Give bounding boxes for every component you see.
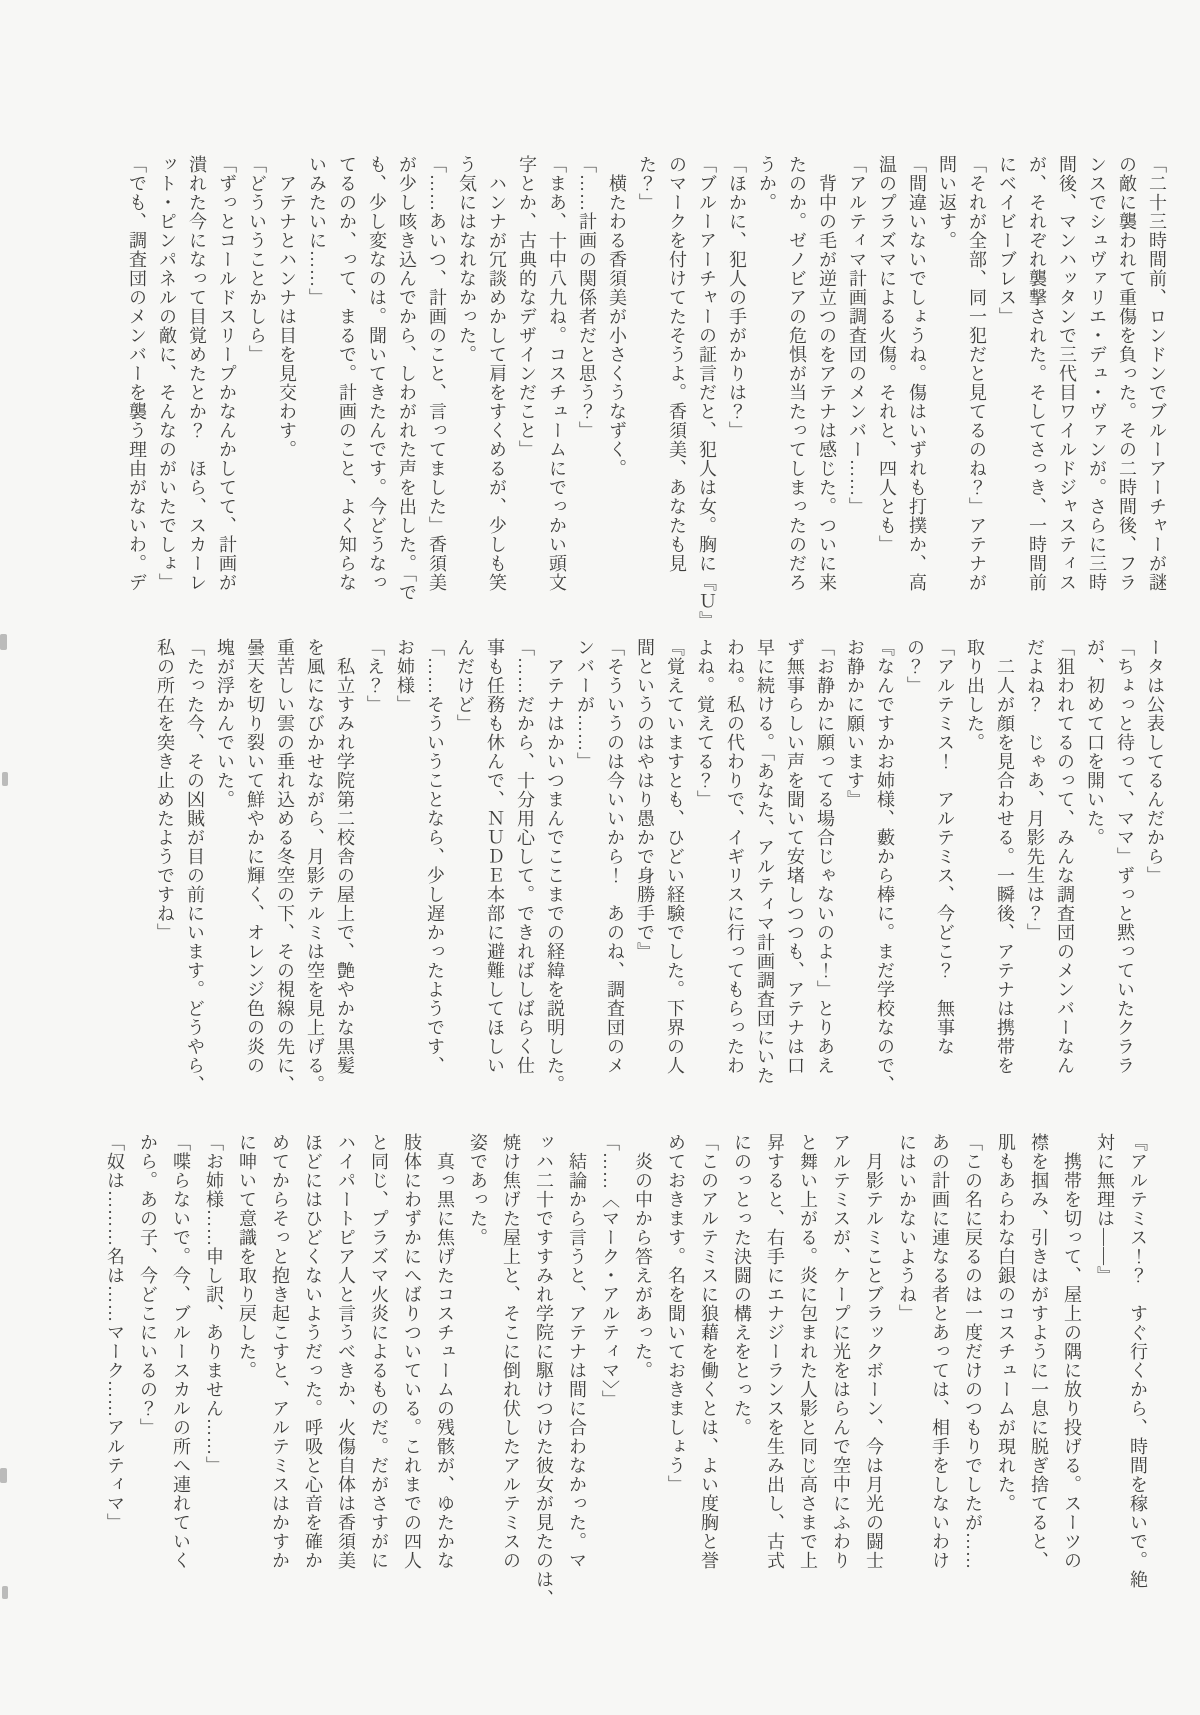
text-column: 「ちょっと待って、ママ」ずっと黙っていたクララ — [1115, 638, 1135, 1075]
text-column: にベイビーブレス」 — [997, 155, 1017, 326]
text-column: 真っ黒に焦げたコスチュームの残骸が、ゆたかな — [435, 1133, 455, 1570]
text-column: の？」 — [905, 638, 925, 695]
scan-artifact — [0, 634, 7, 650]
text-column: 焼け焦げた屋上と、そこに倒れ伏したアルテミスの — [501, 1133, 521, 1570]
text-column: のマークを付けてたそうよ。香須美、あなたも見 — [667, 155, 687, 573]
text-column: 「でも、調査団のメンバーを襲う理由がないわ。デ — [127, 155, 147, 592]
text-column: を風になびかせながら、月影テルミは空を見上げる。 — [305, 638, 325, 1094]
text-column: から。あの子、今どこにいるの？」 — [138, 1133, 158, 1437]
text-column: 「アルティマ計画調査団のメンバー……」 — [847, 155, 867, 516]
text-column: 対に無理は――』 — [1095, 1133, 1115, 1285]
text-column: 『覚えていますとも、ひどい経験でした。下界の人 — [665, 638, 685, 1075]
text-column: 肌もあらわな白銀のコスチュームが現れた。 — [996, 1133, 1016, 1513]
text-column: 『アルテミス！？ すぐ行くから、時間を稼いで。絶 — [1128, 1133, 1148, 1589]
text-column: アルテミスが、ケープに光をはらんで空中にふわり — [831, 1133, 851, 1570]
text-column: 重苦しい雲の垂れ込める冬空の下、その視線の先に、 — [275, 638, 295, 1094]
text-column: 「狙われてるのって、みんな調査団のメンバーなん — [1055, 638, 1075, 1075]
text-column: めてからそっと抱き起こすと、アルテミスはかすか — [270, 1133, 290, 1570]
text-column: 「お姉様……申し訳、ありません……」 — [204, 1133, 224, 1475]
text-column: の敵に襲われて重傷を負った。その二時間後、フラ — [1117, 155, 1137, 592]
text-column: 「お静かに願ってる場合じゃないのよ！」とりあえ — [815, 638, 835, 1075]
text-column: 「それが全部、同一犯だと見てるのね？」アテナが — [967, 155, 987, 592]
text-column: 「……〈マーク・アルティマ〉」 — [600, 1133, 620, 1409]
text-column: 間というのはやはり愚かで身勝手で』 — [635, 638, 655, 961]
text-column: 『なんですかお姉様、藪から棒に。まだ学校なので、 — [875, 638, 895, 1094]
scan-artifact — [0, 1468, 7, 1483]
text-column: も、少し変なのは。聞いてきたんです。今どうなっ — [367, 155, 387, 592]
text-column: よね。覚えてる？」 — [695, 638, 715, 809]
text-column: 炎の中から答えがあった。 — [633, 1133, 653, 1380]
text-column: 襟を掴み、引きはがすように一息に脱ぎ捨てると、 — [1029, 1133, 1049, 1570]
text-column: 「まあ、十中八九ね。コスチュームにでっかい頭文 — [547, 155, 567, 592]
text-column: ンバーが……」 — [575, 638, 595, 771]
text-column: わね。私の代わりで、イギリスに行ってもらったわ — [725, 638, 745, 1075]
text-column: に呻いて意識を取り戻した。 — [237, 1133, 257, 1380]
text-column: アテナはかいつまんでここまでの経緯を説明した。 — [545, 638, 565, 1094]
text-column: 「……そういうことなら、少し遅かったようです、 — [425, 638, 445, 1075]
scan-artifact — [2, 772, 8, 786]
text-column: 「アルテミス！ アルテミス、今どこ？ 無事な — [935, 638, 955, 1056]
text-band-bottom — [98, 1133, 1154, 1613]
text-column: が、初めて口を開いた。 — [1085, 638, 1105, 847]
text-column: 間後、マンハッタンで三代目ワイルドジャスティス — [1057, 155, 1077, 592]
text-column: 「ずっとコールドスリープかなんかしてて、計画が — [217, 155, 237, 592]
text-column: 塊が浮かんでいた。 — [215, 638, 235, 809]
text-column: にのっとった決闘の構えをとった。 — [732, 1133, 752, 1437]
text-column: う気にはなれなかった。 — [457, 155, 477, 364]
text-column: ータは公表してるんだから」 — [1145, 638, 1165, 885]
text-column: 「……あいつ、計画のこと、言ってました」香須美 — [427, 155, 447, 592]
text-column: 潰れた今になって目覚めたとか？ ほら、スカーレ — [187, 155, 207, 592]
text-column: 「たった今、その凶賊が目の前にいます。どうやら、 — [185, 638, 205, 1094]
text-column: 「このアルテミスに狼藉を働くとは、よい度胸と誉 — [699, 1133, 719, 1570]
text-column: 「二十三時間前、ロンドンでブルーアーチャーが謎 — [1147, 155, 1167, 592]
text-column: ハイパートピア人と言うべきか、火傷自体は香須美 — [336, 1133, 356, 1570]
text-column: 横たわる香須美が小さくうなずく。 — [607, 155, 627, 478]
text-column: 字とか、古典的なデザインだこと」 — [517, 155, 537, 459]
text-column: ッハ二十ですすみれ学院に駆けつけた彼女が見たのは、 — [534, 1133, 554, 1608]
text-column: 取り出した。 — [965, 638, 985, 752]
text-column: いみたいに……」 — [307, 155, 327, 307]
text-column: と同じ、プラズマ火炎によるものだ。だがさすがに — [369, 1133, 389, 1570]
text-column: たのか。ゼノビアの危惧が当たってしまったのだろ — [787, 155, 807, 592]
text-band-middle — [150, 638, 1170, 1118]
text-column: 肢体にわずかにへばりついている。これまでの四人 — [402, 1133, 422, 1570]
text-column: と舞い上がる。炎に包まれた人影と同じ高さまで上 — [798, 1133, 818, 1570]
text-column: ハンナが冗談めかして肩をすくめるが、少しも笑 — [487, 155, 507, 592]
text-column: た？」 — [637, 155, 657, 212]
text-column: んだけど」 — [455, 638, 475, 733]
text-column: ット・ピンパネルの敵に、そんなのがいたでしょ」 — [157, 155, 177, 592]
text-column: 「そういうのは今いいから！ あのね、調査団のメ — [605, 638, 625, 1075]
text-column: 「……だから、十分用心して。できればしばらく仕 — [515, 638, 535, 1075]
text-column: お静かに願います』 — [845, 638, 865, 809]
text-column: あの計画に連なる者とあっては、相手をしないわけ — [930, 1133, 950, 1570]
text-column: めておきます。名を聞いておきましょう」 — [666, 1133, 686, 1494]
text-column: 月影テルミことブラックボーン、今は月光の闘士 — [864, 1133, 884, 1570]
text-column: 「間違いないでしょうね。傷はいずれも打撲か、高 — [907, 155, 927, 592]
text-column: てるのか、って、まるで。計画のこと、よく知らな — [337, 155, 357, 592]
text-column: ず無事らしい声を聞いて安堵しつつも、アテナは口 — [785, 638, 805, 1075]
text-column: が少し咳き込んでから、しわがれた声を出した。「で — [397, 155, 417, 602]
text-column: 早に続ける。「あなた、アルティマ計画調査団にいた — [755, 638, 775, 1085]
text-column: 姿であった。 — [468, 1133, 488, 1247]
text-column: 事も任務も休んで、ＮＵＤＥ本部に避難してほしい — [485, 638, 505, 1075]
text-column: 温のプラズマによる火傷。それと、四人とも」 — [877, 155, 897, 554]
text-column: 曇天を切り裂いて鮮やかに輝く、オレンジ色の炎の — [245, 638, 265, 1075]
text-column: ンスでシュヴァリエ・デュ・ヴァンが。さらに三時 — [1087, 155, 1107, 592]
text-column: 「……計画の関係者だと思う？」 — [577, 155, 597, 440]
text-column: 昇すると、右手にエナジーランスを生み出し、古式 — [765, 1133, 785, 1570]
scan-artifact — [2, 1586, 8, 1599]
text-column: 問い返す。 — [937, 155, 957, 250]
text-column: ほどにはひどくないようだった。呼吸と心音を確か — [303, 1133, 323, 1570]
text-column: 背中の毛が逆立つのをアテナは感じた。ついに来 — [817, 155, 837, 592]
text-column: だよね？ じゃあ、月影先生は？」 — [1025, 638, 1045, 942]
text-column: 「どういうことかしら」 — [247, 155, 267, 364]
text-column: が、それぞれ襲撃された。そしてさっき、一時間前 — [1027, 155, 1047, 592]
text-column: 私立すみれ学院第二校舎の屋上で、艶やかな黒髪 — [335, 638, 355, 1075]
text-column: 「喋らないで。今、ブルースカルの所へ連れていく — [171, 1133, 191, 1570]
text-column: アテナとハンナは目を見交わす。 — [277, 155, 297, 459]
text-column: 「ブルーアーチャーの証言だと、犯人は女。胸に『Ｕ』 — [697, 155, 717, 630]
text-column: お姉様」 — [395, 638, 415, 714]
text-column: 私の所在を突き止めたようですね」 — [155, 638, 175, 942]
text-column: 「この名に戻るのは一度だけのつもりでしたが…… — [963, 1133, 983, 1570]
text-column: 二人が顔を見合わせる。一瞬後、アテナは携帯を — [995, 638, 1015, 1075]
text-column: 結論から言うと、アテナは間に合わなかった。マ — [567, 1133, 587, 1570]
text-column: 「え？」 — [365, 638, 385, 714]
text-column: にはいかないようね」 — [897, 1133, 917, 1323]
text-band-top — [122, 155, 1172, 635]
text-column: うか。 — [757, 155, 777, 212]
text-column: 「奴は………名は……マーク……アルティマ」 — [105, 1133, 125, 1532]
text-column: 「ほかに、犯人の手がかりは？」 — [727, 155, 747, 440]
text-column: 携帯を切って、屋上の隅に放り投げる。スーツの — [1062, 1133, 1082, 1570]
